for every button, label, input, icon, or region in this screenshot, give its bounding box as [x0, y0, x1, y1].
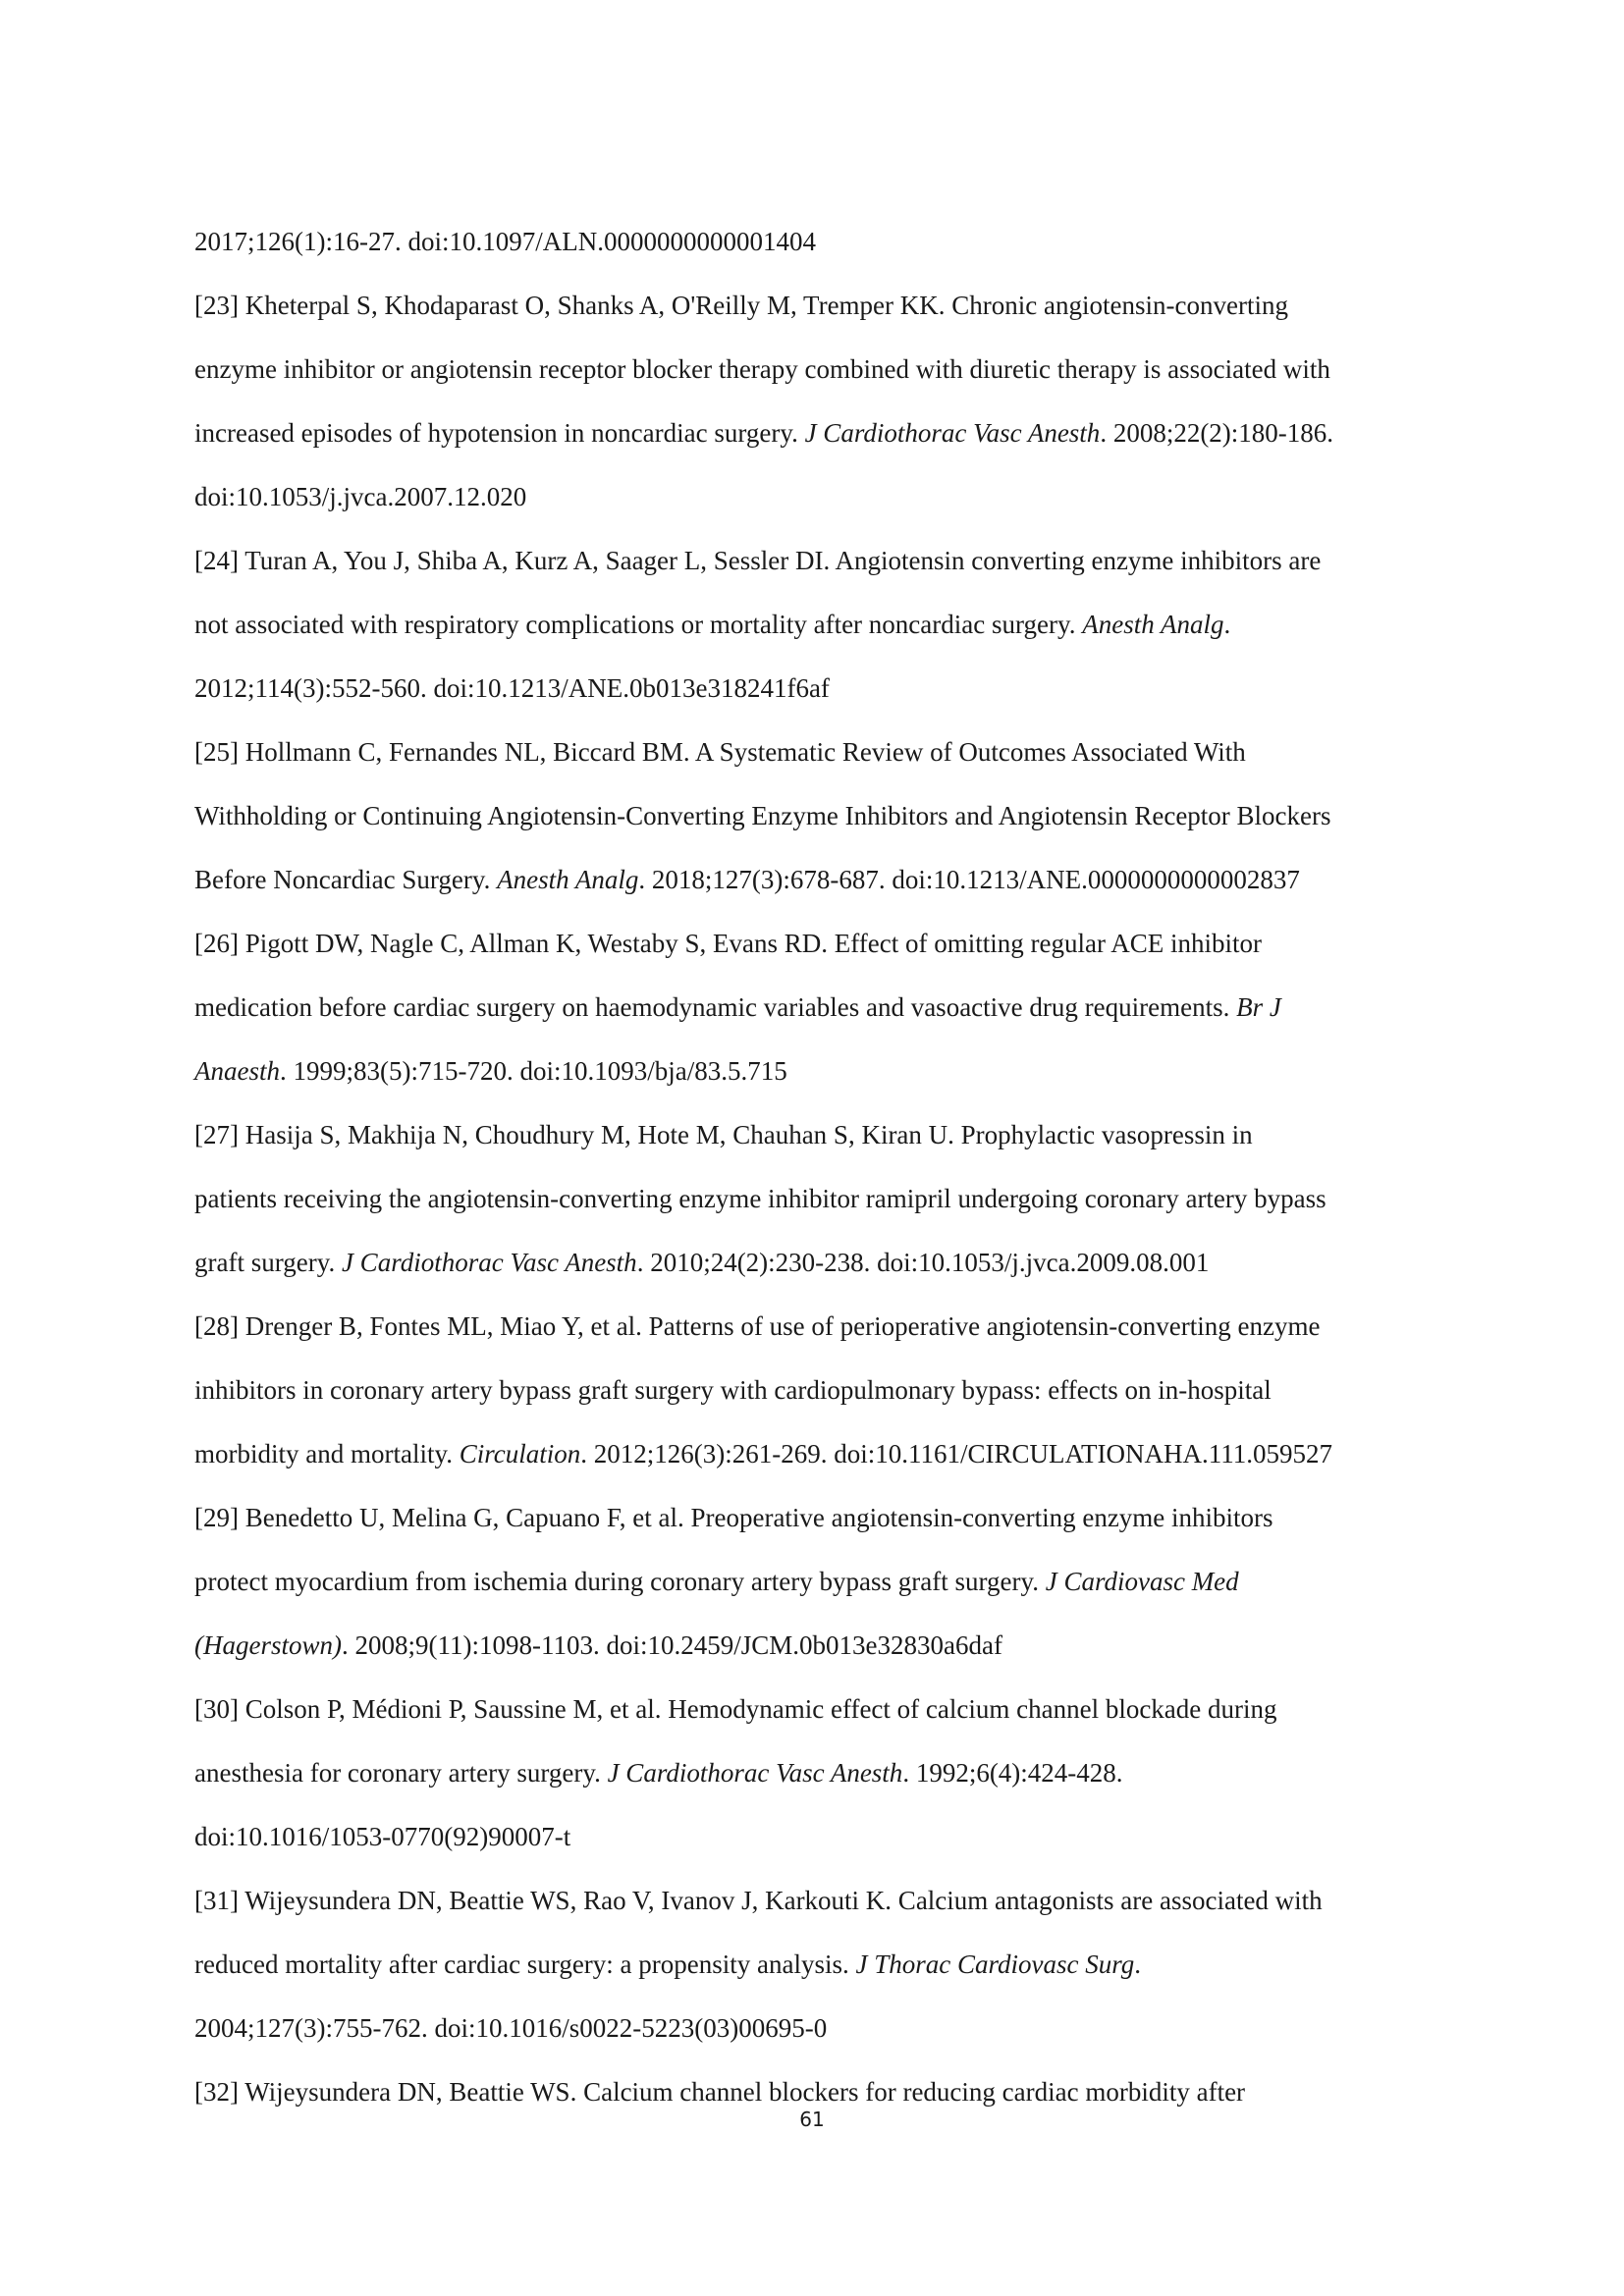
reference-line [194, 1550, 1434, 1614]
reference-line [194, 912, 1434, 976]
reference-text: medication before cardiac surgery on haemodynamic variables and vasoactive drug requirements. [194, 992, 1237, 1022]
journal-name: J Cardiothorac Vasc Anesth [607, 1758, 903, 1788]
reference-text: [26] Pigott DW, Nagle C, Allman K, Westaby S, Evans RD. Effect of omitting regular ACE inhibitor [194, 929, 1262, 958]
reference-line [194, 1422, 1434, 1486]
journal-name: J Thorac Cardiovasc Surg [855, 1949, 1135, 1979]
journal-name: J Cardiovasc Med [1045, 1567, 1239, 1596]
reference-line [194, 1231, 1434, 1295]
reference-text: [31] Wijeysundera DN, Beattie WS, Rao V, Ivanov J, Karkouti K. Calcium antagonists are associated with [194, 1886, 1323, 1915]
journal-name: Anaesth [194, 1056, 280, 1086]
reference-text: . 2018;127(3):678-687. doi:10.1213/ANE.0000000000002837 [638, 865, 1300, 894]
reference-line [194, 976, 1434, 1040]
page-number: 61 [799, 2108, 825, 2131]
reference-line [194, 1678, 1434, 1741]
reference-text: enzyme inhibitor or angiotensin receptor blocker therapy combined with diuretic therapy is associated with [194, 354, 1330, 384]
reference-text: reduced mortality after cardiac surgery: a propensity analysis. [194, 1949, 856, 1979]
reference-text: 2012;114(3):552-560. doi:10.1213/ANE.0b013e318241f6af [194, 673, 830, 703]
reference-text: doi:10.1053/j.jvca.2007.12.020 [194, 482, 527, 511]
reference-line [194, 1997, 1434, 2060]
reference-text: Withholding or Continuing Angiotensin-Converting Enzyme Inhibitors and Angiotensin Receptor Blockers [194, 801, 1331, 830]
reference-text: . 2012;126(3):261-269. doi:10.1161/CIRCULATIONAHA.111.059527 [580, 1439, 1332, 1468]
reference-text: [27] Hasija S, Makhija N, Choudhury M, Hote M, Chauhan S, Kiran U. Prophylactic vasopressin in [194, 1120, 1253, 1149]
reference-text: [32] Wijeysundera DN, Beattie WS. Calcium channel blockers for reducing cardiac morbidity after [194, 2077, 1246, 2107]
reference-text: protect myocardium from ischemia during coronary artery bypass graft surgery. [194, 1567, 1046, 1596]
reference-text: [24] Turan A, You J, Shiba A, Kurz A, Saager L, Sessler DI. Angiotensin converting enzyme inhibitors are [194, 546, 1322, 575]
reference-line [194, 1614, 1434, 1678]
journal-name: J Cardiothorac Vasc Anesth [341, 1248, 637, 1277]
reference-text: anesthesia for coronary artery surgery. [194, 1758, 608, 1788]
reference-line [194, 465, 1434, 529]
reference-line [194, 1295, 1434, 1359]
journal-name: Circulation [459, 1439, 581, 1468]
reference-text: doi:10.1016/1053-0770(92)90007-t [194, 1822, 571, 1851]
reference-text: 2017;126(1):16-27. doi:10.1097/ALN.0000000000001404 [194, 227, 816, 256]
reference-text: . 1992;6(4):424-428. [902, 1758, 1123, 1788]
journal-name: Anesth Analg [497, 865, 639, 894]
reference-text: [25] Hollmann C, Fernandes NL, Biccard BM. A Systematic Review of Outcomes Associated With [194, 737, 1246, 767]
reference-text: . 2010;24(2):230-238. doi:10.1053/j.jvca.2009.08.001 [636, 1248, 1210, 1277]
journal-name: J Cardiothorac Vasc Anesth [804, 418, 1101, 448]
reference-line [194, 1040, 1434, 1103]
reference-line [194, 1933, 1434, 1997]
reference-text: morbidity and mortality. [194, 1439, 460, 1468]
reference-line [194, 657, 1434, 721]
reference-line [194, 529, 1434, 593]
reference-line [194, 721, 1434, 784]
reference-line [194, 1741, 1434, 1805]
reference-line [194, 848, 1434, 912]
reference-text: . 2008;22(2):180-186. [1100, 418, 1334, 448]
reference-line [194, 1167, 1434, 1231]
reference-text: increased episodes of hypotension in noncardiac surgery. [194, 418, 805, 448]
reference-line [194, 593, 1434, 657]
reference-line [194, 338, 1434, 401]
reference-list [194, 210, 1434, 2124]
reference-text: Before Noncardiac Surgery. [194, 865, 498, 894]
reference-text: inhibitors in coronary artery bypass graft surgery with cardiopulmonary bypass: effects on in-hospital [194, 1375, 1272, 1405]
reference-line [194, 1869, 1434, 1933]
reference-line [194, 401, 1434, 465]
reference-text: . [1223, 610, 1231, 639]
reference-line [194, 210, 1434, 274]
reference-text: . [1134, 1949, 1141, 1979]
reference-line [194, 1103, 1434, 1167]
journal-name: Anesth Analg [1082, 610, 1224, 639]
reference-text: [23] Kheterpal S, Khodaparast O, Shanks A, O'Reilly M, Tremper KK. Chronic angiotensin-converting [194, 291, 1288, 320]
reference-text: . 1999;83(5):715-720. doi:10.1093/bja/83.5.715 [280, 1056, 787, 1086]
reference-line [194, 1486, 1434, 1550]
reference-text: not associated with respiratory complications or mortality after noncardiac surgery. [194, 610, 1083, 639]
reference-text: graft surgery. [194, 1248, 342, 1277]
reference-text: patients receiving the angiotensin-converting enzyme inhibitor ramipril undergoing coronary artery bypass [194, 1184, 1326, 1213]
reference-line [194, 1359, 1434, 1422]
reference-text: [28] Drenger B, Fontes ML, Miao Y, et al. Patterns of use of perioperative angiotensin-converting enzyme [194, 1311, 1321, 1341]
reference-text: 2004;127(3):755-762. doi:10.1016/s0022-5223(03)00695-0 [194, 2013, 828, 2043]
reference-line [194, 274, 1434, 338]
journal-name: (Hagerstown) [194, 1630, 342, 1660]
reference-text: . 2008;9(11):1098-1103. doi:10.2459/JCM.0b013e32830a6daf [342, 1630, 1002, 1660]
reference-text: [29] Benedetto U, Melina G, Capuano F, et al. Preoperative angiotensin-converting enzyme inhibitors [194, 1503, 1273, 1532]
reference-line [194, 784, 1434, 848]
journal-name: Br J [1236, 992, 1281, 1022]
reference-line [194, 1805, 1434, 1869]
reference-text: [30] Colson P, Médioni P, Saussine M, et al. Hemodynamic effect of calcium channel blockade during [194, 1694, 1277, 1724]
